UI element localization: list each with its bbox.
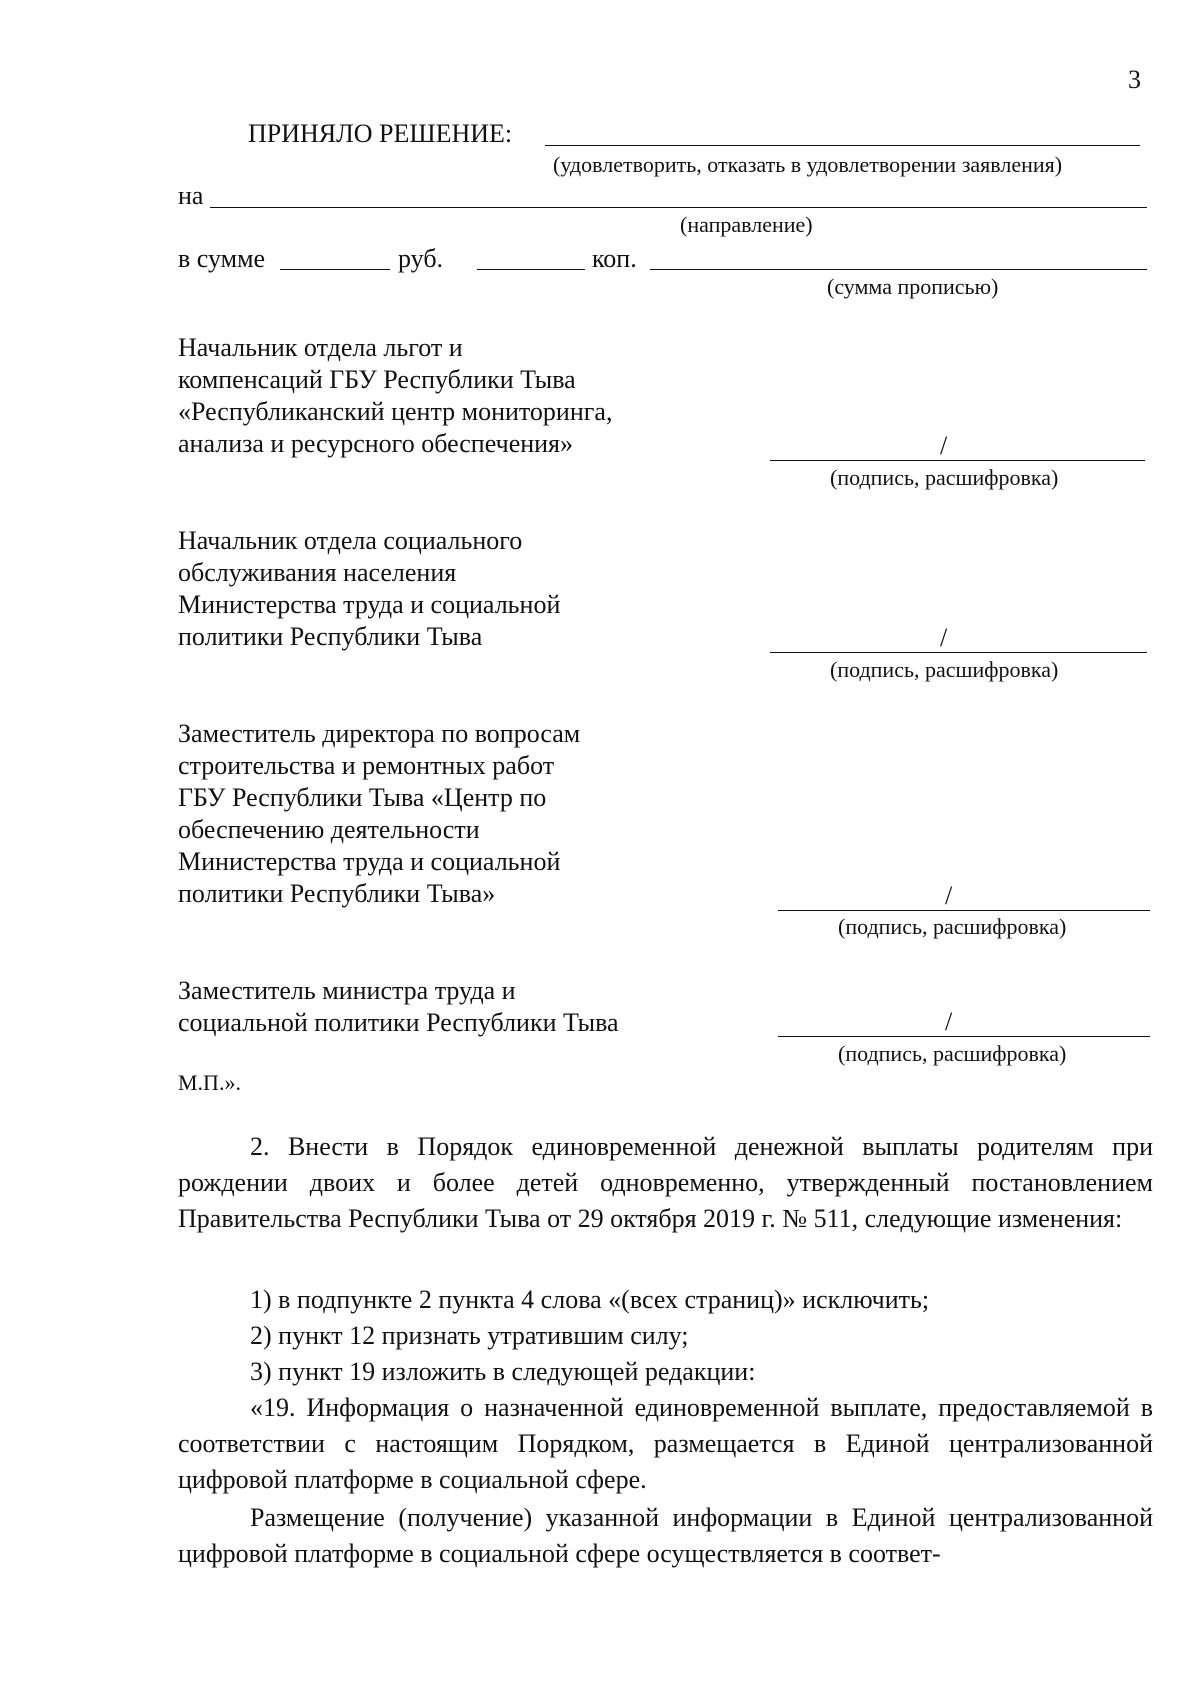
kop-label: коп. <box>592 244 637 273</box>
sum-words-line <box>650 269 1147 270</box>
direction-hint: (направление) <box>680 212 813 237</box>
signatory-3-title: Заместитель директора по вопросам строительства и ремонтных работ ГБУ Республики Тыва «Центр по обеспечению деятельности Министерства труда и социальной политики Республики Тыва» <box>178 719 581 908</box>
decision-fill-line <box>545 145 1140 146</box>
signatory-2-slash: / <box>940 623 948 652</box>
item-2: 2) пункт 12 признать утратившим силу; <box>250 1321 689 1350</box>
sum-words-hint: (сумма прописью) <box>827 274 999 299</box>
paragraph-2: 2. Внести в Порядок единовременной денежной выплаты родителям при рождении двоих и более детей одновременно, утвержденный постановлением Правительства Республики Тыва от 29 октября 2019 г. № 511, следующие изменения: <box>178 1132 1153 1233</box>
stamp-place: М.П.». <box>178 1070 241 1095</box>
signatory-1-slash: / <box>940 431 948 460</box>
sum-label: в сумме <box>178 244 266 273</box>
rub-label: руб. <box>398 244 444 273</box>
signatory-4-slash: / <box>945 1007 953 1036</box>
signatory-2-signature-line <box>770 652 1147 653</box>
signatory-1-signature-line <box>770 460 1145 461</box>
signatory-4-title: Заместитель министра труда и социальной политики Республики Тыва <box>178 976 619 1037</box>
decision-label: ПРИНЯЛО РЕШЕНИЕ: <box>248 119 513 148</box>
signatory-3-hint: (подпись, расшифровка) <box>838 914 1067 939</box>
sum-rub-line <box>280 269 390 270</box>
direction-label: на <box>178 181 204 210</box>
signatory-4-signature-line <box>778 1036 1150 1037</box>
signatory-2-hint: (подпись, расшифровка) <box>830 657 1059 682</box>
item-3: 3) пункт 19 изложить в следующей редакции: <box>250 1357 756 1386</box>
decision-hint: (удовлетворить, отказать в удовлетворении заявления) <box>553 152 1063 177</box>
signatory-3-slash: / <box>945 881 953 910</box>
signatory-2-title: Начальник отдела социального обслуживания населения Министерства труда и социальной политики Республики Тыва <box>178 526 561 651</box>
page-number: 3 <box>1128 65 1141 94</box>
signatory-4-hint: (подпись, расшифровка) <box>838 1041 1067 1066</box>
signatory-1-hint: (подпись, расшифровка) <box>830 465 1059 490</box>
placement-paragraph: Размещение (получение) указанной информации в Единой централизованной цифровой платформе в социальной сфере осуществляется в соответ- <box>178 1503 1153 1568</box>
quote-point-19: «19. Информация о назначенной единовременной выплате, предоставляемой в соответствии с настоящим Порядком, размещается в Единой централизованной цифровой платформе в социальной сфере. <box>178 1393 1153 1494</box>
item-1: 1) в подпункте 2 пункта 4 слова «(всех страниц)» исключить; <box>250 1285 930 1314</box>
signatory-1-title: Начальник отдела льгот и компенсаций ГБУ Республики Тыва «Республиканский центр мониторинга, анализа и ресурсного обеспечения» <box>178 333 613 458</box>
signatory-3-signature-line <box>778 910 1150 911</box>
sum-kop-line <box>477 269 585 270</box>
direction-fill-line <box>210 207 1147 208</box>
